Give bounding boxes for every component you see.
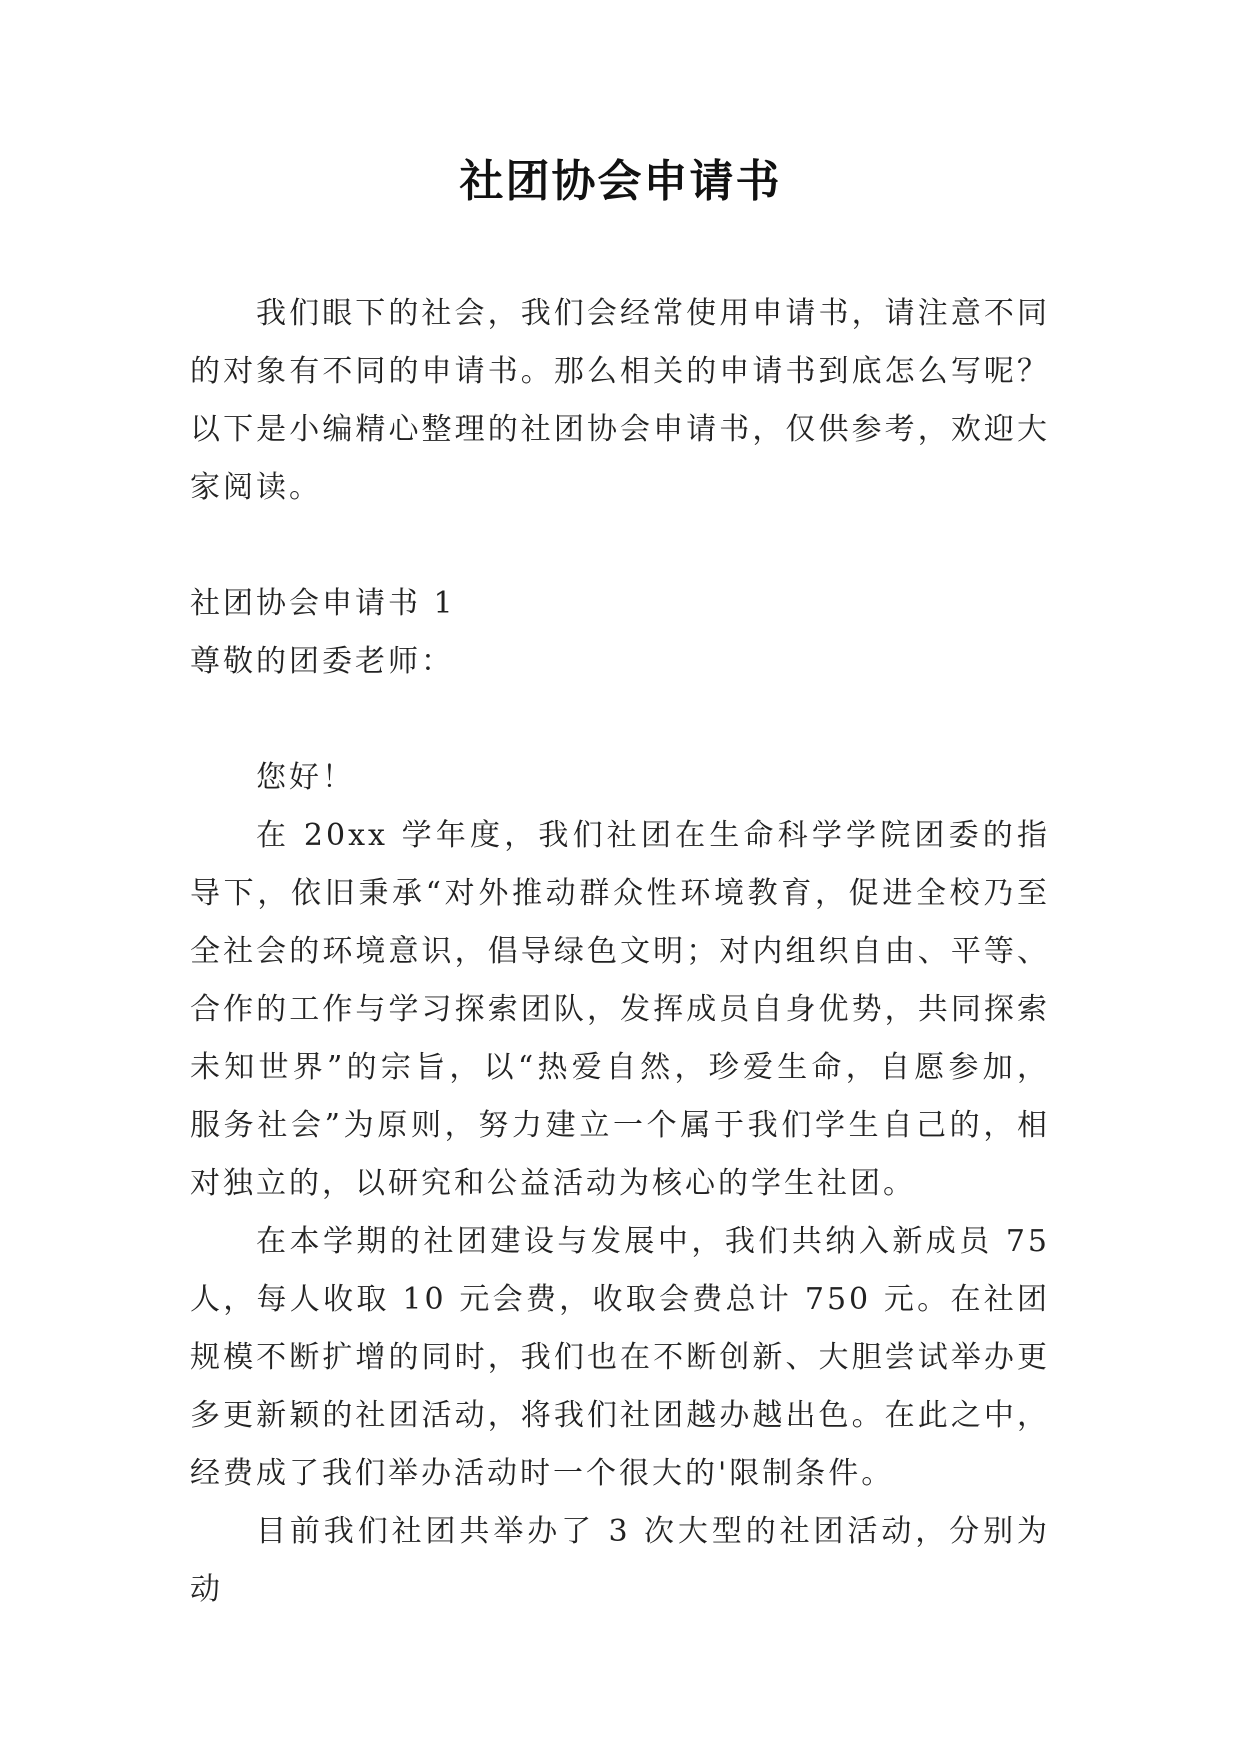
body-paragraph-2: 在本学期的社团建设与发展中，我们共纳入新成员 75 人，每人收取 10 元会费，收取会费总计 750 元。在社团规模不断扩增的同时，我们也在不断创新、大胆尝试举办更多更新颖的社团活动，将我们社团越办越出色。在此之中，经费成了我们举办活动时一个很大的'限制条件。 — [190, 1224, 1050, 1491]
section-heading: 社团协会申请书 1 — [190, 586, 456, 621]
salutation: 尊敬的团委老师： — [190, 644, 454, 679]
spacer — [190, 517, 1050, 575]
intro-paragraph: 我们眼下的社会，我们会经常使用申请书，请注意不同的对象有不同的申请书。那么相关的申请书到底怎么写呢？以下是小编精心整理的社团协会申请书，仅供参考，欢迎大家阅读。 — [190, 296, 1050, 505]
greeting: 您好！ — [256, 760, 355, 795]
document-title: 社团协会申请书 — [459, 156, 782, 207]
spacer — [190, 691, 1050, 749]
document-body — [190, 285, 1050, 1619]
body-paragraph-1: 在 20xx 学年度，我们社团在生命科学学院团委的指导下，依旧秉承“对外推动群众性环境教育，促进全校乃至全社会的环境意识，倡导绿色文明；对内组织自由、平等、合作的工作与学习探索团队，发挥成员自身优势，共同探索未知世界”的宗旨，以“热爱自然，珍爱生命，自愿参加，服务社会”为原则，努力建立一个属于我们学生自己的，相对独立的，以研究和公益活动为核心的学生社团。 — [190, 818, 1050, 1201]
body-paragraph-3: 目前我们社团共举办了 3 次大型的社团活动，分别为动 — [190, 1514, 1050, 1607]
